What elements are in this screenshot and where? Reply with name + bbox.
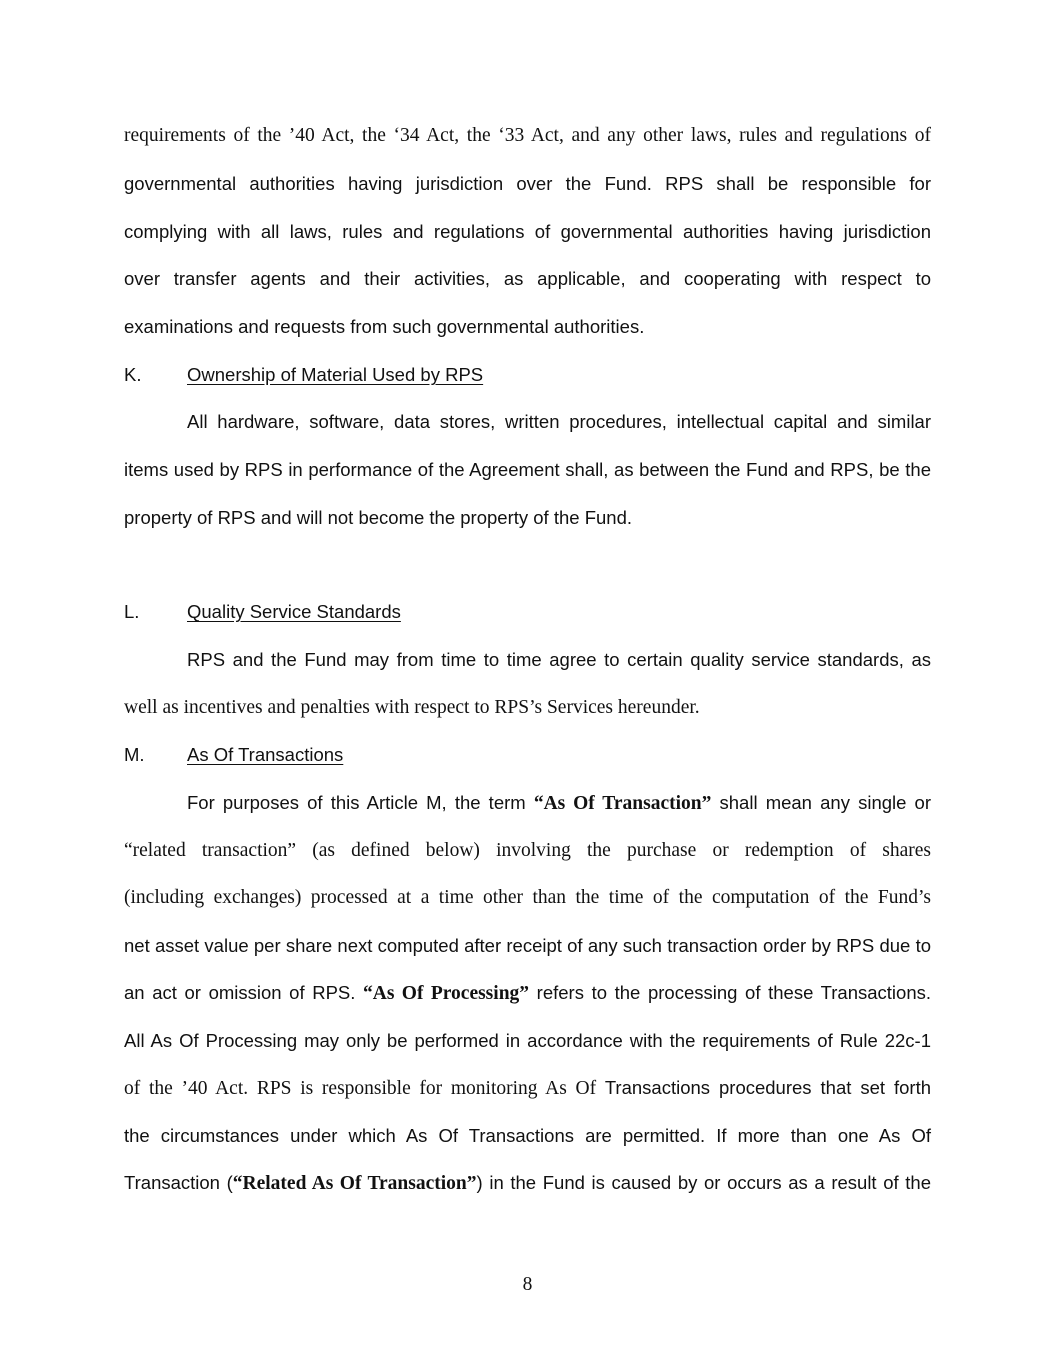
page-number: 8 [522,1274,533,1295]
section-l-line-2: well as incentives and penalties with respect to RPS’s Services hereunder. [124,697,700,718]
section-l-title: Quality Service Standards [187,601,401,622]
section-m-line-9-c: ) in the Fund is caused by or occurs as a result of the [476,1172,931,1193]
section-m-line-8: the circumstances under which As Of Transactions are permitted. If more than one As Of [124,1125,931,1146]
section-l-line-1: RPS and the Fund may from time to time agree to certain quality service standards, as [187,649,931,670]
section-k-heading [124,363,483,387]
section-m-line-2: “related transaction” (as defined below) involving the purchase or redemption of shares [124,840,931,861]
term-as-of-transaction: “As Of Transaction” [533,793,712,814]
section-m-line-5-c: refers to the processing of these Transactions. [529,982,931,1003]
section-m-line-7-b: Transactions procedures that set forth [604,1077,931,1098]
section-m-line-5 [124,981,931,1006]
section-k-line-3: property of RPS and will not become the property of the Fund. [124,507,633,528]
section-l-letter: L. [124,601,140,622]
section-m-title: As Of Transactions [187,744,344,765]
section-m-line-6: All As Of Processing may only be performed in accordance with the requirements of Rule 22c-1 [124,1030,931,1051]
section-k-line-2: items used by RPS in performance of the Agreement shall, as between the Fund and RPS, be the [124,459,931,480]
intro-line-2: governmental authorities having jurisdiction over the Fund. RPS shall be responsible for [124,173,931,194]
section-k-letter: K. [124,364,142,385]
section-m-line-5-a: an act or omission of RPS. [124,982,364,1003]
section-m-line-3: (including exchanges) processed at a time other than the time of the computation of the Fund’s [124,887,931,908]
intro-line-5: examinations and requests from such governmental authorities. [124,316,645,337]
section-k-line-1: All hardware, software, data stores, written procedures, intellectual capital and similar [187,411,931,432]
section-l-heading [124,600,401,624]
intro-line-4: over transfer agents and their activities, as applicable, and cooperating with respect to [124,268,931,289]
intro-line-3: complying with all laws, rules and regulations of governmental authorities having jurisdiction [124,221,931,242]
section-k-title: Ownership of Material Used by RPS [187,364,484,385]
section-m-line-1-c: shall mean any single or [711,792,932,813]
section-m-line-1-a: For purposes of this Article M, the term [187,792,534,813]
section-m-heading [124,743,343,767]
section-m-line-9-a: Transaction ( [124,1172,233,1193]
section-m-line-7 [124,1076,931,1101]
section-m-line-4: net asset value per share next computed after receipt of any such transaction order by RPS due to [124,935,931,956]
section-m-line-9 [124,1171,931,1196]
section-m-line-1 [187,791,931,816]
section-m-line-7-a: of the ’40 Act. RPS is responsible for monitoring As Of [124,1078,605,1099]
term-related-as-of-transaction: “Related As Of Transaction” [232,1173,477,1194]
term-as-of-processing: “As Of Processing” [363,983,530,1004]
section-m-letter: M. [124,744,145,765]
intro-line-1: requirements of the ’40 Act, the ‘34 Act, the ‘33 Act, and any other laws, rules and regulations of [124,125,931,146]
